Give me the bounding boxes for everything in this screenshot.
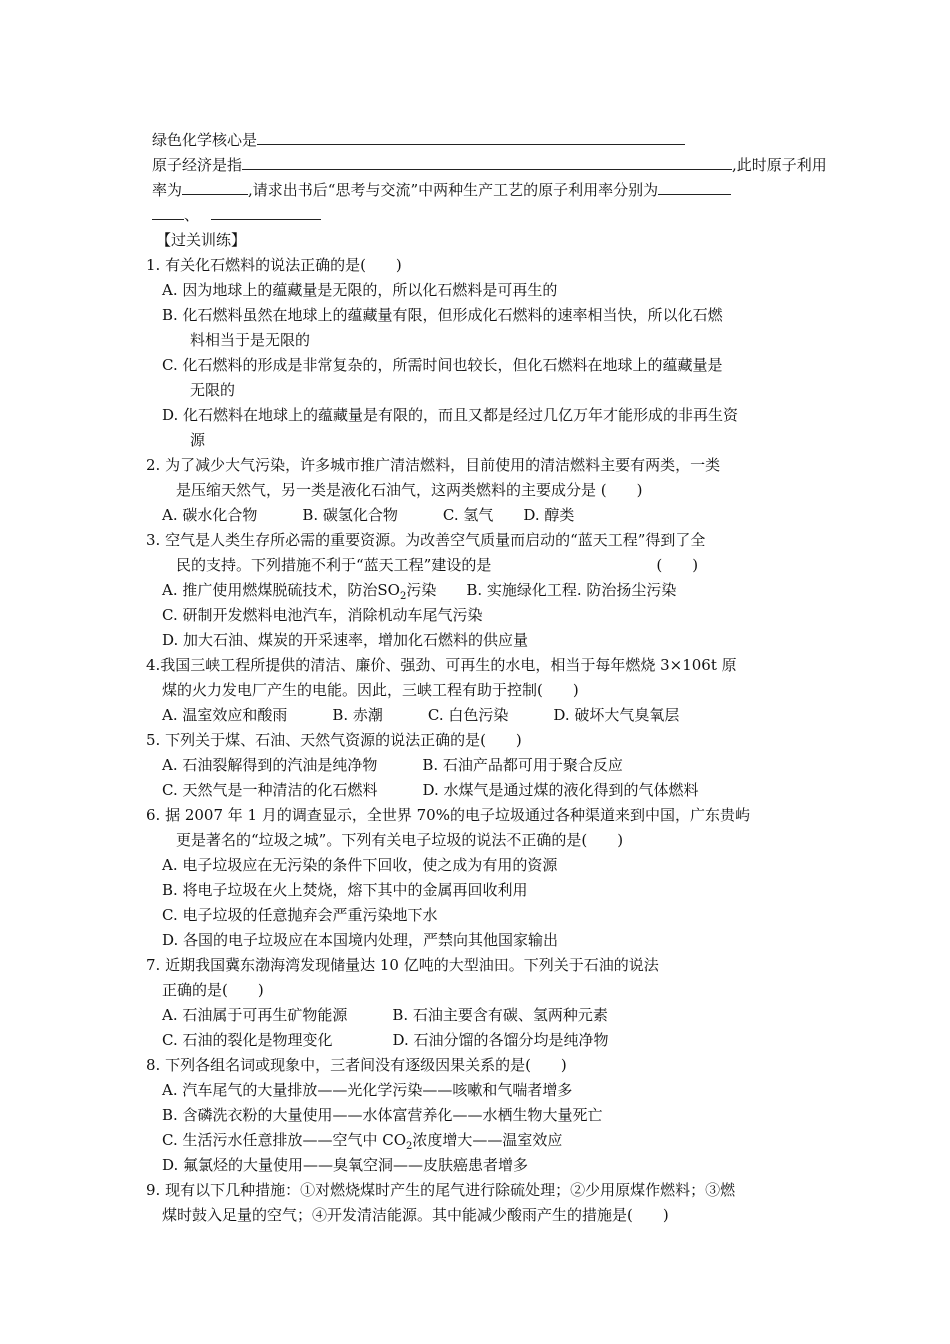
utilization-middle: ,请求出书后“思考与交流”中两种生产工艺的原子利用率分别为 bbox=[248, 181, 659, 199]
q3-stem-cont: 民的支持。下列措施不利于“蓝天工程”建设的是 ( ) bbox=[176, 556, 699, 574]
q8-option-c-post: 浓度增大——温室效应 bbox=[412, 1131, 563, 1149]
q1-option-c: C. 化石燃料的形成是非常复杂的，所需时间也较长，但化石燃料在地球上的蕴藏量是 bbox=[162, 356, 723, 374]
q1-option-d-cont: 源 bbox=[190, 431, 206, 449]
q6-option-a: A. 电子垃圾应在无污染的条件下回收，使之成为有用的资源 bbox=[162, 856, 558, 874]
q1-option-d: D. 化石燃料在地球上的蕴藏量是有限的，而且又都是经过几亿万年才能形成的非再生资 bbox=[162, 406, 739, 424]
q3-option-d: D. 加大石油、煤炭的开采速率，增加化石燃料的供应量 bbox=[162, 631, 529, 649]
q2-options: A. 碳水化合物 B. 碳氢化合物 C. 氢气 D. 醇类 bbox=[162, 506, 575, 524]
utilization-blank[interactable] bbox=[182, 178, 248, 195]
intro-line-2 bbox=[152, 153, 827, 178]
q8-option-d: D. 氟氯烃的大量使用——臭氧空洞——皮肤癌患者增多 bbox=[162, 1156, 529, 1174]
q3-option-c: C. 研制开发燃料电池汽车，消除机动车尾气污染 bbox=[162, 606, 483, 624]
q8-stem: 8. 下列各组名词或现象中，三者间没有逐级因果关系的是( ) bbox=[146, 1056, 567, 1074]
q7-options-cd: C. 石油的裂化是物理变化 D. 石油分馏的各馏分均是纯净物 bbox=[162, 1031, 609, 1049]
q2-stem: 2. 为了减少大气污染，许多城市推广清洁燃料，目前使用的清洁燃料主要有两类，一类 bbox=[146, 456, 721, 474]
q4-stem-cont: 煤的火力发电厂产生的电能。因此，三峡工程有助于控制( ) bbox=[162, 681, 579, 699]
atom-economy-prefix: 原子经济是指 bbox=[152, 156, 243, 174]
intro-line-4 bbox=[152, 203, 321, 228]
q8-option-a: A. 汽车尾气的大量排放——光化学污染——咳嗽和气喘者增多 bbox=[162, 1081, 573, 1099]
rate-separator: 、 bbox=[184, 206, 200, 224]
q1-option-a: A. 因为地球上的蕴藏量是无限的，所以化石燃料是可再生的 bbox=[162, 281, 558, 299]
q4-stem: 4.我国三峡工程所提供的清洁、廉价、强劲、可再生的水电，相当于每年燃烧 3×106t 原 bbox=[146, 656, 737, 674]
q6-option-c: C. 电子垃圾的任意抛弃会严重污染地下水 bbox=[162, 906, 438, 924]
q3-so2-subscript: 2 bbox=[399, 591, 407, 602]
q1-option-b-cont: 料相当于是无限的 bbox=[190, 331, 311, 349]
atom-economy-suffix: ,此时原子利用 bbox=[732, 156, 827, 174]
section-title: 【过关训练】 bbox=[156, 231, 247, 249]
q3-option-a-pre: A. 推广使用燃煤脱硫技术，防治SO bbox=[162, 581, 400, 599]
q9-stem-cont: 煤时鼓入足量的空气；④开发清洁能源。其中能减少酸雨产生的措施是( ) bbox=[162, 1206, 669, 1224]
q3-option-a-post: 污染 B. 实施绿化工程. 防治扬尘污染 bbox=[406, 581, 677, 599]
process-rate-blank-1b[interactable] bbox=[152, 203, 184, 220]
q5-options-ab: A. 石油裂解得到的汽油是纯净物 B. 石油产品都可用于聚合反应 bbox=[162, 756, 623, 774]
q3-options-ab bbox=[162, 578, 676, 603]
q1-stem: 1. 有关化石燃料的说法正确的是( ) bbox=[146, 256, 402, 274]
q5-options-cd: C. 天然气是一种清洁的化石燃料 D. 水煤气是通过煤的液化得到的气体燃料 bbox=[162, 781, 699, 799]
process-rate-blank-1a[interactable] bbox=[658, 178, 731, 195]
q7-stem-cont: 正确的是( ) bbox=[162, 981, 264, 999]
q6-option-d: D. 各国的电子垃圾应在本国境内处理，严禁向其他国家输出 bbox=[162, 931, 559, 949]
q8-option-b: B. 含磷洗衣粉的大量使用——水体富营养化——水栖生物大量死亡 bbox=[162, 1106, 603, 1124]
green-chem-blank[interactable] bbox=[257, 128, 685, 145]
q5-stem: 5. 下列关于煤、石油、天然气资源的说法正确的是( ) bbox=[146, 731, 522, 749]
q6-option-b: B. 将电子垃圾在火上焚烧，熔下其中的金属再回收利用 bbox=[162, 881, 528, 899]
q8-option-c-pre: C. 生活污水任意排放——空气中 CO bbox=[162, 1131, 407, 1149]
q8-co2-subscript: 2 bbox=[406, 1141, 413, 1152]
intro-line-3 bbox=[152, 178, 731, 203]
q6-stem-cont: 更是著名的“垃圾之城”。下列有关电子垃圾的说法不正确的是( ) bbox=[176, 831, 624, 849]
atom-economy-blank[interactable] bbox=[242, 153, 732, 170]
utilization-prefix: 率为 bbox=[152, 181, 183, 199]
q2-stem-cont: 是压缩天然气，另一类是液化石油气，这两类燃料的主要成分是 ( ) bbox=[176, 481, 643, 499]
green-chem-prefix: 绿色化学核心是 bbox=[152, 131, 258, 149]
q7-options-ab: A. 石油属于可再生矿物能源 B. 石油主要含有碳、氢两种元素 bbox=[162, 1006, 608, 1024]
q8-option-c bbox=[162, 1128, 562, 1153]
q4-options: A. 温室效应和酸雨 B. 赤潮 C. 白色污染 D. 破坏大气臭氧层 bbox=[162, 706, 680, 724]
q7-stem: 7. 近期我国冀东渤海湾发现储量达 10 亿吨的大型油田。下列关于石油的说法 bbox=[146, 956, 659, 974]
q1-option-c-cont: 无限的 bbox=[190, 381, 236, 399]
q9-stem: 9. 现有以下几种措施：①对燃烧煤时产生的尾气进行除硫处理；②少用原煤作燃料；③燃 bbox=[146, 1181, 736, 1199]
process-rate-blank-2[interactable] bbox=[211, 203, 321, 220]
q1-option-b: B. 化石燃料虽然在地球上的蕴藏量有限，但形成化石燃料的速率相当快，所以化石燃 bbox=[162, 306, 723, 324]
intro-line-1 bbox=[152, 128, 685, 153]
q3-stem: 3. 空气是人类生存所必需的重要资源。为改善空气质量而启动的“蓝天工程”得到了全 bbox=[146, 531, 706, 549]
q6-stem: 6. 据 2007 年 1 月的调查显示，全世界 70%的电子垃圾通过各种渠道来到中国，广东贵屿 bbox=[146, 806, 750, 824]
